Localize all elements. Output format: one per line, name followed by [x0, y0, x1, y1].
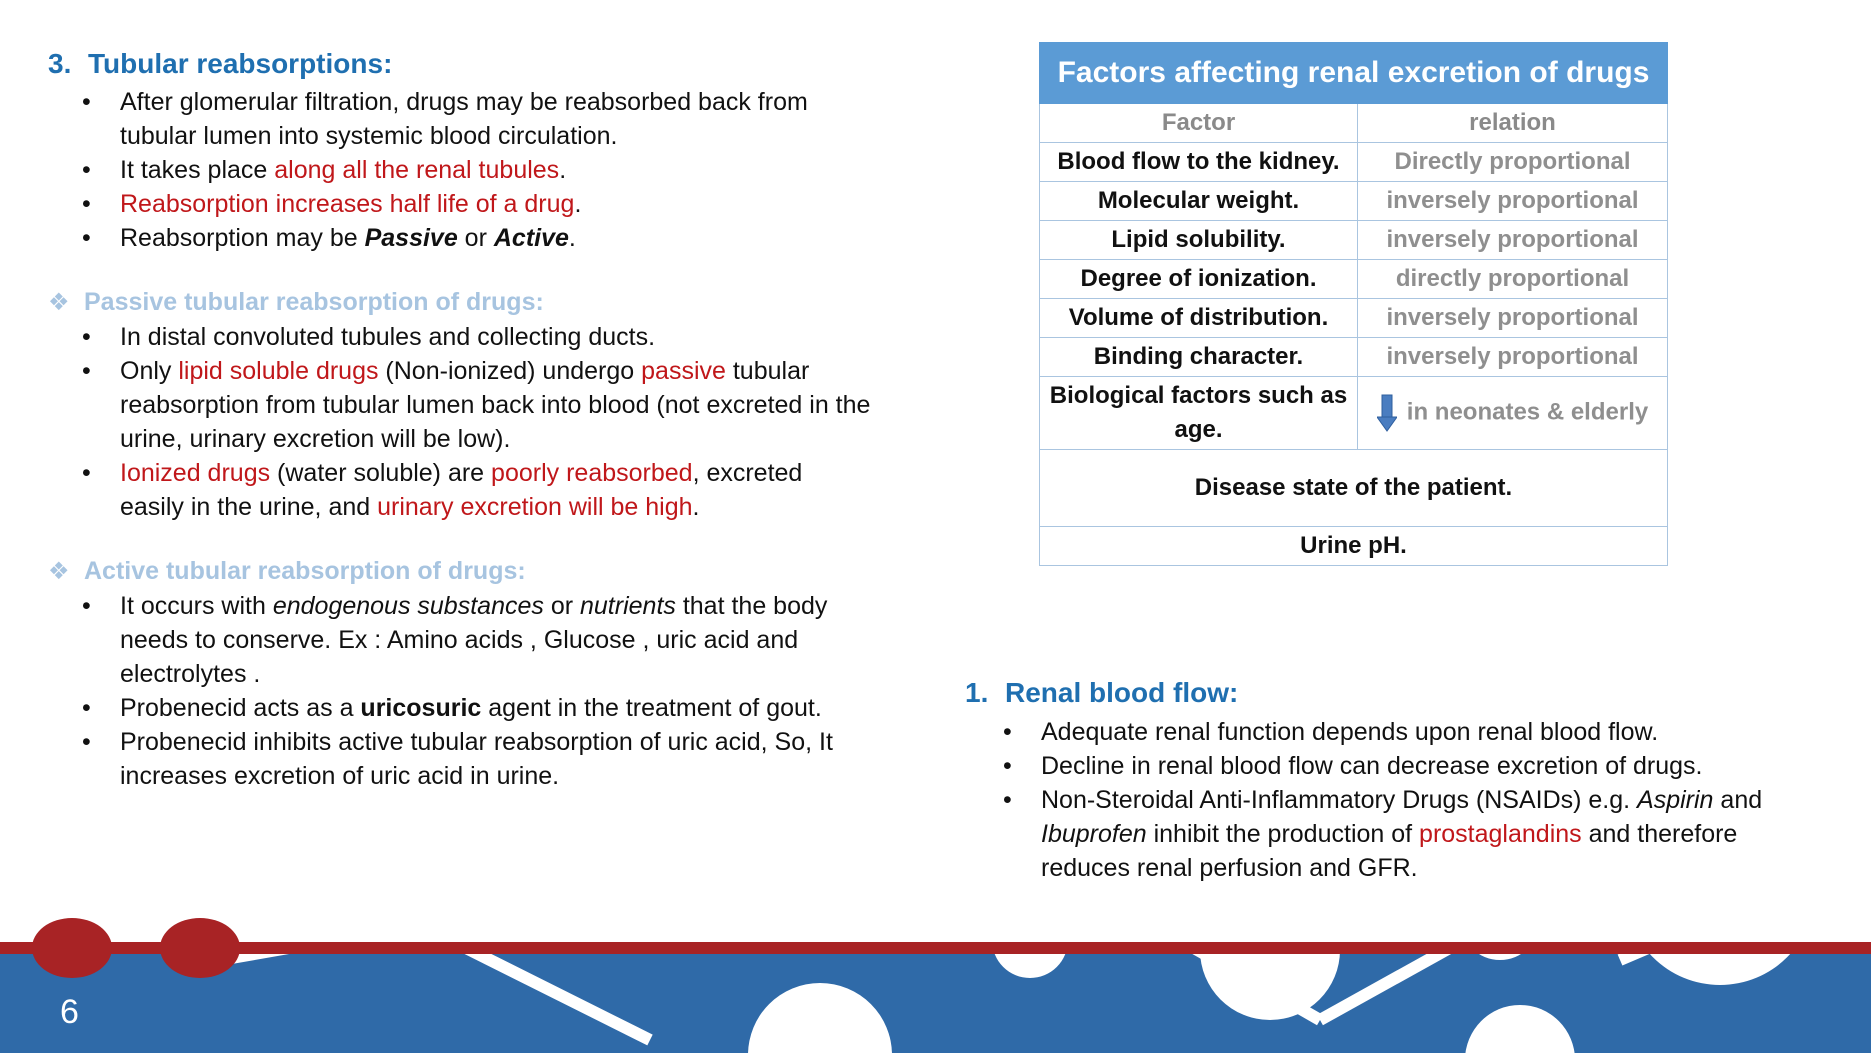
heading-text: Renal blood flow:	[1005, 677, 1239, 708]
renal-blood-flow-bullet-list	[1003, 715, 1803, 885]
list-item: • Non-Steroidal Anti-Inflammatory Drugs (NSAIDs) e.g. Aspirin and Ibuprofen inhibit the production of prostaglandins and therefore reduces renal perfusion and GFR.	[1003, 783, 1803, 885]
active-bullet-list	[82, 589, 872, 793]
table-row-biological: Biological factors such as age. in neonates & elderly	[1040, 377, 1668, 450]
list-item: • It takes place along all the renal tubules.	[82, 153, 872, 187]
table-row: Binding character. inversely proportional	[1040, 338, 1668, 377]
renal-excretion-factors-table	[1039, 42, 1668, 566]
list-item: • Probenecid acts as a uricosuric agent in the treatment of gout.	[82, 691, 872, 725]
list-item: • Reabsorption may be Passive or Active.	[82, 221, 872, 255]
passive-bullet-list	[82, 320, 872, 524]
list-item: • Probenecid inhibits active tubular reabsorption of uric acid, So, It increases excretion of uric acid in urine.	[82, 725, 872, 793]
section-heading-renal-blood-flow	[965, 677, 1238, 709]
column-header-relation: relation	[1358, 104, 1668, 143]
footer-decoration	[0, 900, 1871, 1053]
list-item: • Only lipid soluble drugs (Non-ionized) undergo passive tubular reabsorption from tubular lumen back into blood (not excreted in the urine, urinary excretion will be low).	[82, 354, 872, 456]
table-row: Blood flow to the kidney. Directly proportional	[1040, 143, 1668, 182]
heading-number: 3.	[48, 48, 72, 79]
table-row-urine: Urine pH.	[1040, 527, 1668, 566]
passive-reabsorption-heading: ❖ Passive tubular reabsorption of drugs:	[48, 288, 544, 316]
column-header-factor: Factor	[1040, 104, 1358, 143]
diamond-bullet-icon: ❖	[48, 558, 70, 585]
list-item: • Decline in renal blood flow can decrease excretion of drugs.	[1003, 749, 1803, 783]
intro-bullet-list	[82, 85, 872, 255]
list-item: • It occurs with endogenous substances or nutrients that the body needs to conserve. Ex : Amino acids , Glucose , uric acid and electrolytes .	[82, 589, 872, 691]
list-item: • In distal convoluted tubules and collecting ducts.	[82, 320, 872, 354]
list-item: • Ionized drugs (water soluble) are poorly reabsorbed, excreted easily in the urine, and urinary excretion will be high.	[82, 456, 872, 524]
table-row: Degree of ionization. directly proportional	[1040, 260, 1668, 299]
list-item: • Adequate renal function depends upon renal blood flow.	[1003, 715, 1803, 749]
table-title: Factors affecting renal excretion of drugs	[1040, 43, 1668, 104]
table-row: Molecular weight. inversely proportional	[1040, 182, 1668, 221]
table-row: Volume of distribution. inversely proportional	[1040, 299, 1668, 338]
diamond-bullet-icon: ❖	[48, 289, 70, 316]
list-item: • After glomerular filtration, drugs may be reabsorbed back from tubular lumen into systemic blood circulation.	[82, 85, 872, 153]
heading-number: 1.	[965, 677, 989, 708]
heading-text: Tubular reabsorptions:	[88, 48, 393, 79]
section-heading-tubular-reabsorption	[48, 48, 392, 80]
list-item: • Reabsorption increases half life of a drug.	[82, 187, 872, 221]
table-row: Lipid solubility. inversely proportional	[1040, 221, 1668, 260]
active-reabsorption-heading: ❖ Active tubular reabsorption of drugs:	[48, 557, 526, 585]
arrow-down-icon	[1377, 394, 1397, 432]
page-number: 6	[60, 993, 79, 1031]
table-row-disease: Disease state of the patient.	[1040, 450, 1668, 527]
